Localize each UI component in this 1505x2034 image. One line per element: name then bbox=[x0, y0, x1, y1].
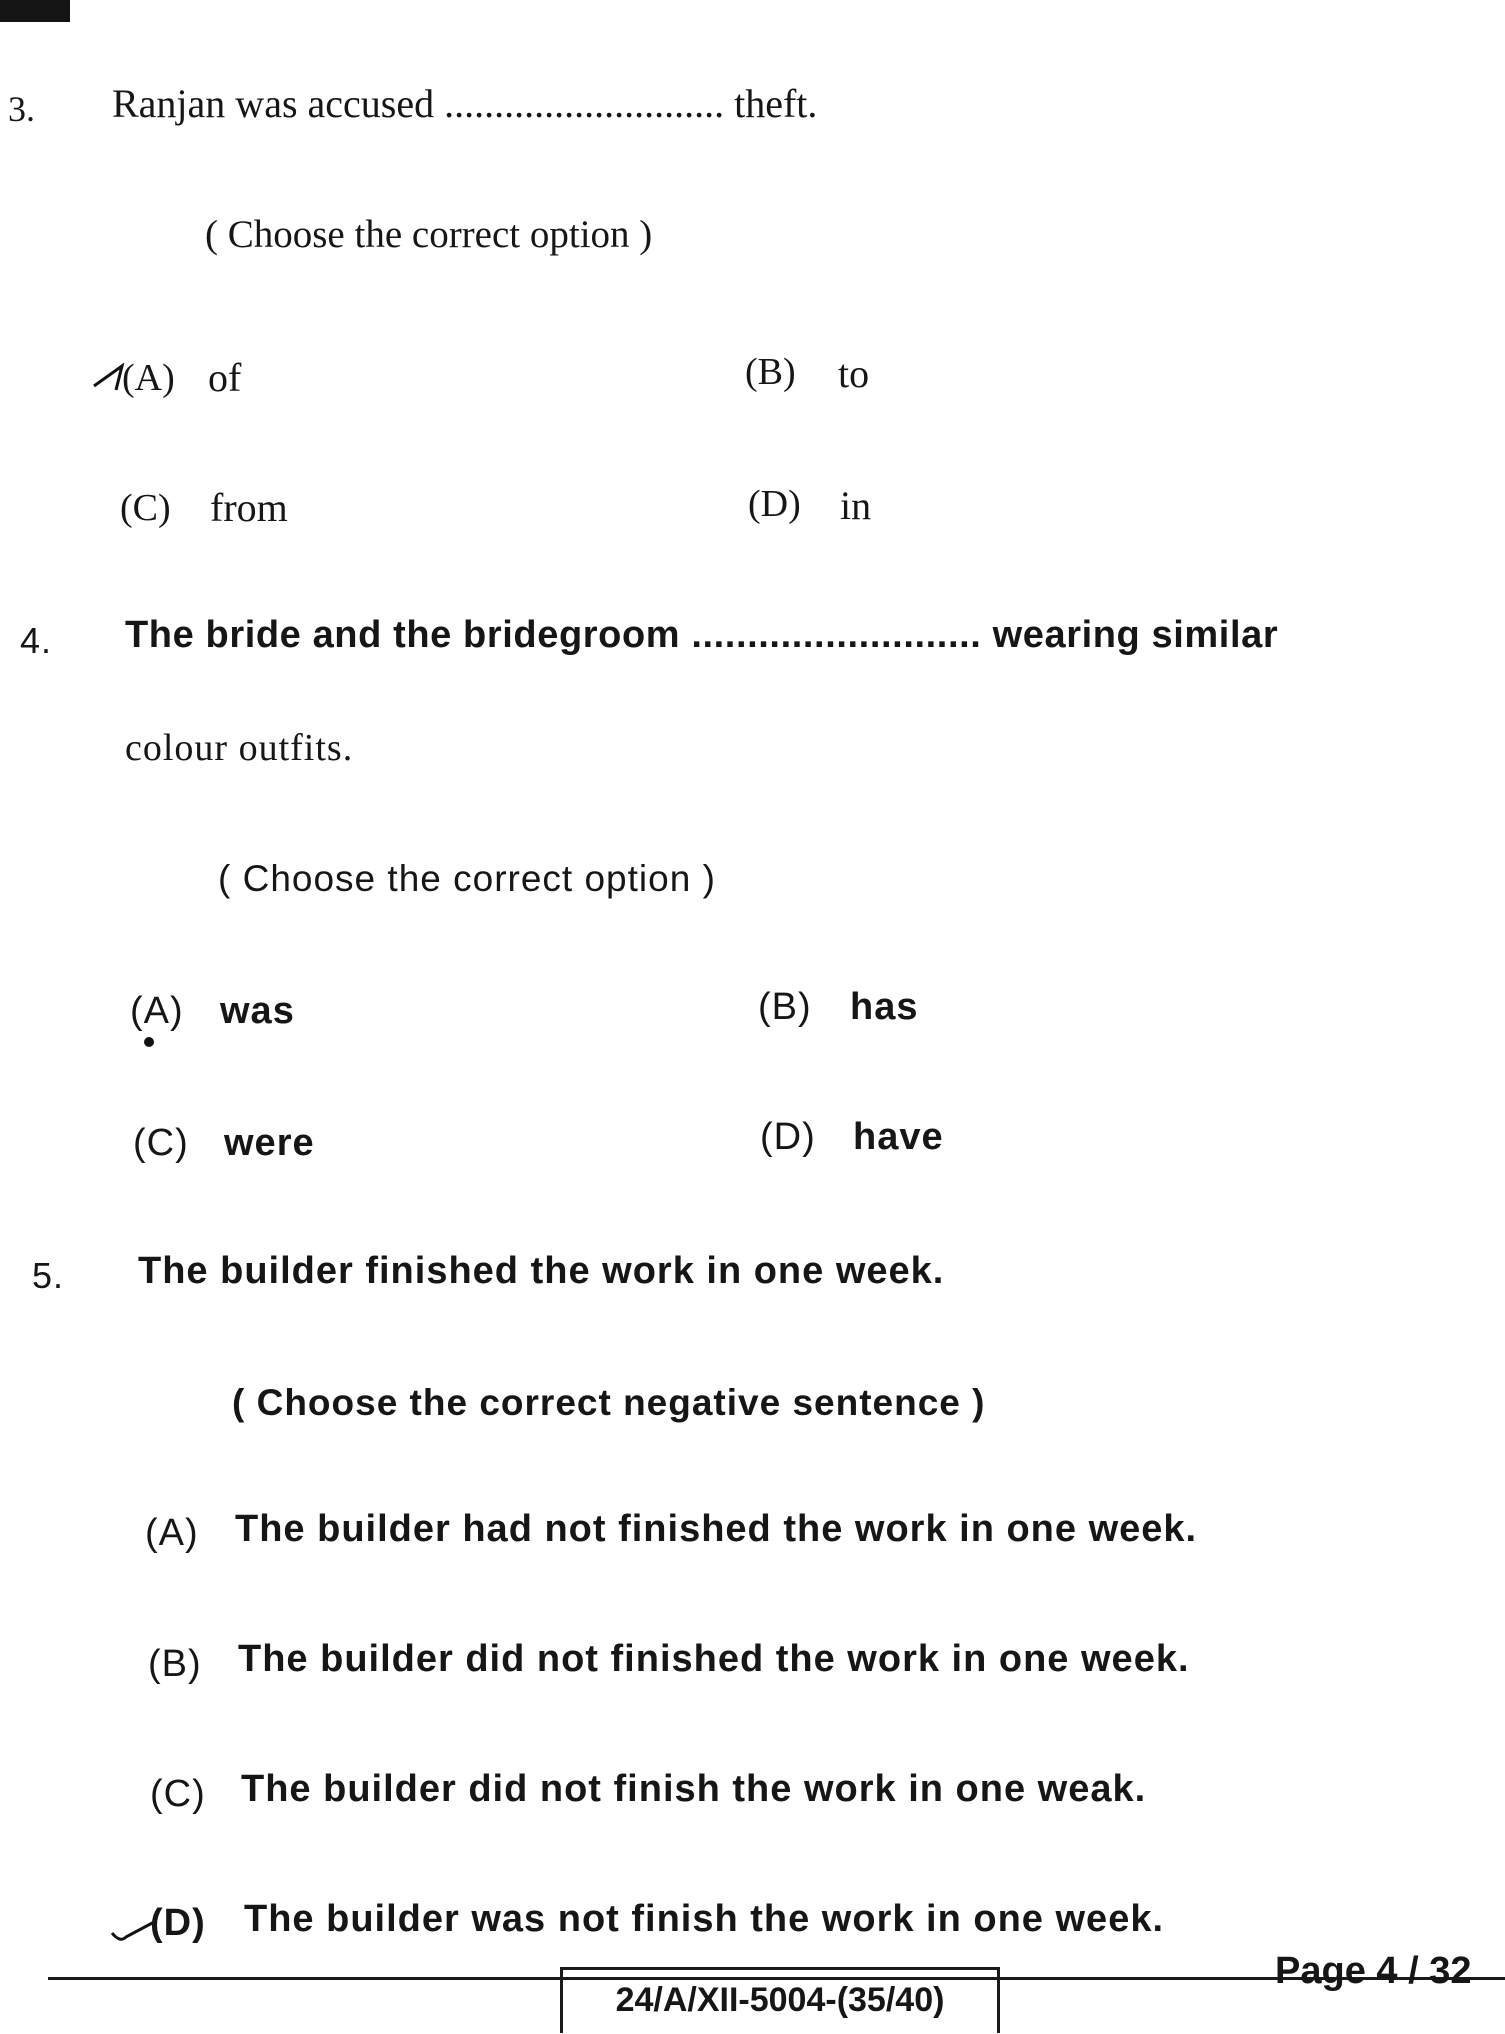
option-b-text: The builder did not finished the work in one week. bbox=[238, 1638, 1190, 1680]
option-b-text: to bbox=[838, 351, 870, 396]
option-a-label: (A) bbox=[145, 1512, 199, 1554]
question-instruction: ( Choose the correct option ) bbox=[205, 213, 653, 256]
option-c-label: (C) bbox=[120, 487, 171, 529]
question-instruction: ( Choose the correct option ) bbox=[218, 858, 716, 899]
option-c-text: from bbox=[210, 485, 288, 530]
option-a-text: The builder had not finished the work in one week. bbox=[235, 1508, 1198, 1550]
option-c-text: The builder did not finish the work in one weak. bbox=[241, 1768, 1147, 1810]
option-a-text: of bbox=[208, 355, 242, 400]
option-b-label: (B) bbox=[758, 986, 812, 1028]
option-b-label: (B) bbox=[148, 1643, 202, 1685]
option-c-text: were bbox=[224, 1122, 315, 1164]
paper-code: 24/A/XII-5004-(35/40) bbox=[560, 1967, 1000, 2033]
tick-mark-icon bbox=[92, 362, 126, 392]
question-text-line-1: The bride and the bridegroom .......................... wearing similar bbox=[125, 614, 1279, 656]
question-number: 5. bbox=[32, 1255, 65, 1296]
option-d-text: The builder was not finish the work in one week. bbox=[244, 1898, 1165, 1940]
page-number: Page 4 / 32 bbox=[1275, 1950, 1472, 1992]
question-instruction: ( Choose the correct negative sentence ) bbox=[232, 1382, 986, 1423]
option-c-label: (C) bbox=[150, 1773, 206, 1815]
question-text-line-2: colour outfits. bbox=[125, 727, 354, 769]
option-d-text: have bbox=[853, 1116, 944, 1158]
option-a-label: (A) bbox=[130, 990, 184, 1032]
question-text: The builder finished the work in one week. bbox=[138, 1250, 945, 1292]
option-c-label: (C) bbox=[133, 1122, 189, 1164]
option-d-text: in bbox=[840, 483, 872, 528]
question-text: Ranjan was accused ............................ theft. bbox=[112, 81, 818, 126]
option-d-label: (D) bbox=[760, 1116, 816, 1158]
question-number: 3. bbox=[8, 89, 35, 129]
corner-mark bbox=[0, 0, 70, 22]
option-a-label: (A) bbox=[122, 357, 175, 399]
question-number: 4. bbox=[20, 620, 53, 661]
option-d-label: (D) bbox=[150, 1902, 206, 1944]
option-a-text: was bbox=[220, 990, 295, 1032]
option-d-label: (D) bbox=[748, 483, 801, 525]
option-b-text: has bbox=[850, 986, 919, 1028]
pen-dot-icon bbox=[143, 1036, 155, 1048]
option-b-label: (B) bbox=[745, 351, 796, 393]
